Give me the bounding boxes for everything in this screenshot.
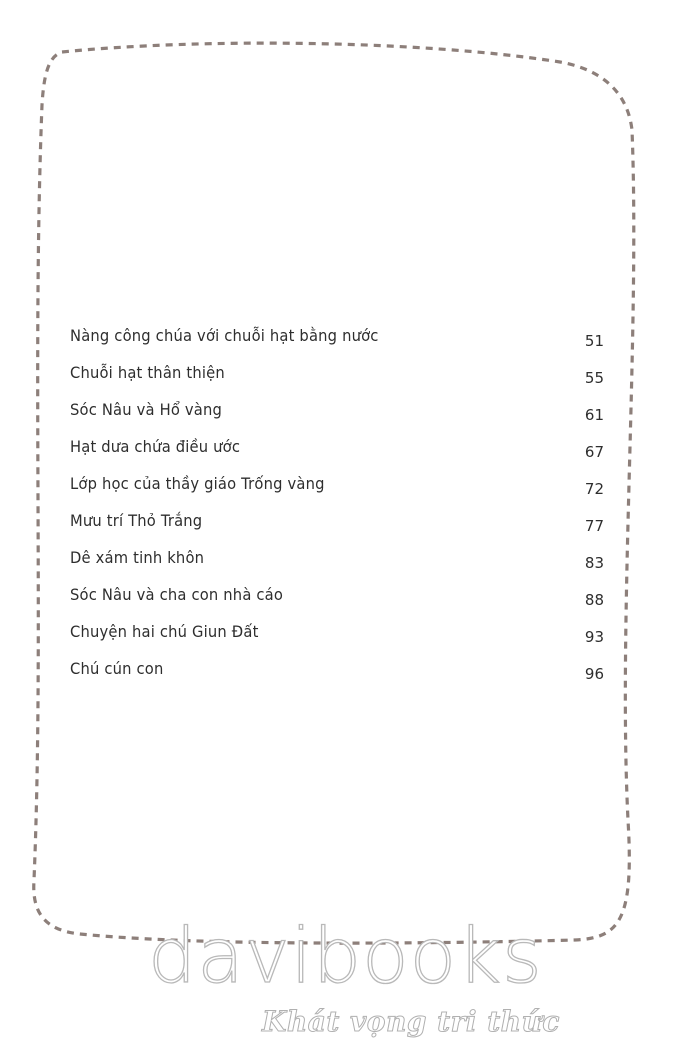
toc-entry-title: Mưu trí Thỏ Trắng (70, 511, 203, 530)
toc-entry-page: 67 (584, 443, 604, 461)
toc-entry-page: 55 (584, 369, 604, 387)
watermark-logo-text: davibooks (148, 911, 543, 1000)
toc-entry-page: 83 (584, 554, 604, 572)
toc-entry[interactable] (70, 320, 604, 357)
toc-entry[interactable] (70, 357, 604, 394)
toc-entry-page: 77 (584, 517, 604, 535)
toc-entry-title: Sóc Nâu và Hổ vàng (70, 400, 223, 419)
toc-entry[interactable] (70, 431, 604, 468)
toc-entry-title: Hạt dưa chứa điều ước (70, 437, 241, 456)
publisher-watermark (0, 911, 700, 1048)
toc-entry-title: Chuỗi hạt thân thiện (70, 363, 225, 382)
toc-entry[interactable] (70, 468, 604, 505)
toc-entry-page: 61 (584, 406, 604, 424)
toc-entry[interactable] (70, 616, 604, 653)
toc-entry[interactable] (70, 579, 604, 616)
toc-entry-title: Sóc Nâu và cha con nhà cáo (70, 585, 284, 604)
toc-entry-page: 96 (584, 665, 604, 683)
watermark-slogan: Khát vọng tri thức (262, 1005, 560, 1038)
toc-entry-title: Dê xám tinh khôn (70, 548, 205, 567)
toc-entry-page: 93 (584, 628, 604, 646)
toc-entry-title: Chú cún con (70, 659, 164, 678)
toc-entry[interactable] (70, 653, 604, 690)
toc-entry-page: 51 (584, 332, 604, 350)
toc-entry[interactable] (70, 542, 604, 579)
toc-entry-title: Nàng công chúa với chuỗi hạt bằng nước (70, 326, 379, 345)
toc-entry-page: 72 (584, 480, 604, 498)
toc-entry-title: Chuyện hai chú Giun Đất (70, 622, 259, 641)
toc-entry-title: Lớp học của thầy giáo Trống vàng (70, 474, 325, 493)
toc-entry-page: 88 (584, 591, 604, 609)
table-of-contents (70, 320, 604, 690)
toc-entry[interactable] (70, 394, 604, 431)
toc-entry[interactable] (70, 505, 604, 542)
